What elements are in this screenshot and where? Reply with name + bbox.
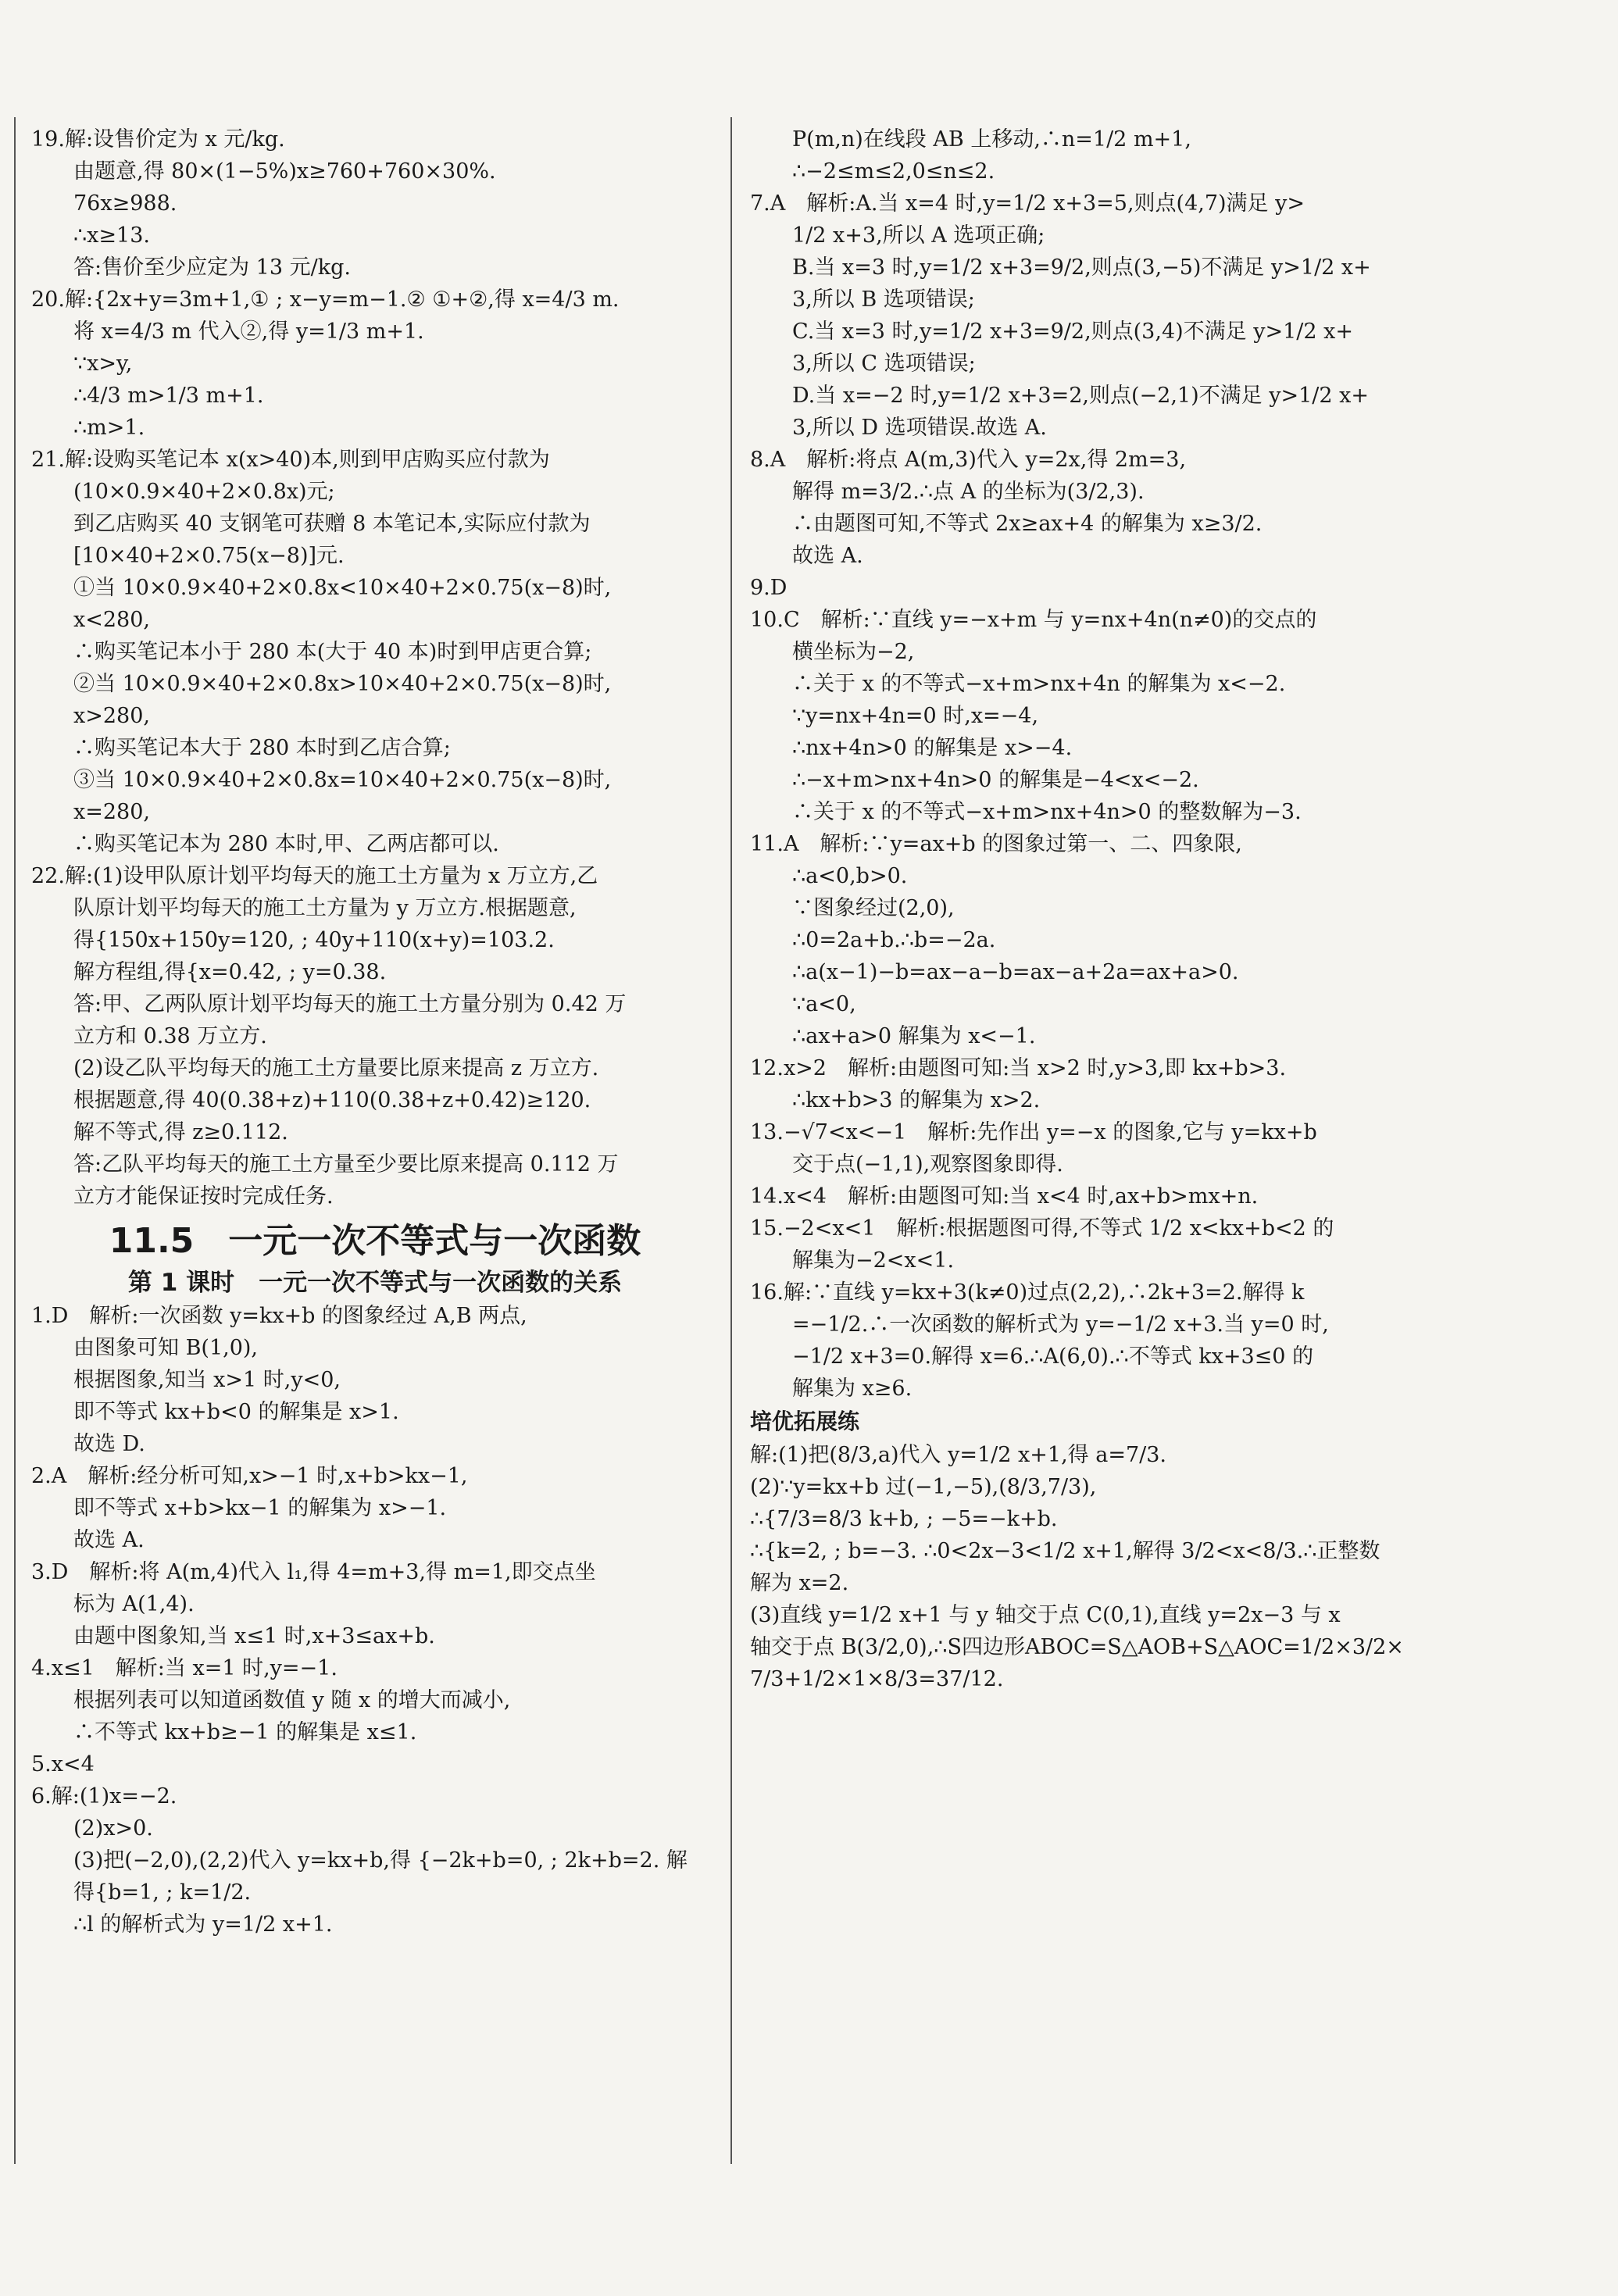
section-title: 11.5 一元一次不等式与一次函数 xyxy=(109,1221,641,1261)
text-line: ∴4/3 m>1/3 m+1. xyxy=(73,384,264,408)
text-line: 解得 m=3/2.∴点 A 的坐标为(3/2,3). xyxy=(792,480,1145,504)
text-line: 横坐标为−2, xyxy=(792,640,915,664)
text-line: x=280, xyxy=(73,800,150,824)
text-line: ∴m>1. xyxy=(73,416,145,440)
text-line: 3,所以 D 选项错误.故选 A. xyxy=(792,416,1047,440)
text-line: 1.D 解析:一次函数 y=kx+b 的图象经过 A,B 两点, xyxy=(31,1304,527,1328)
text-line: 76x≥988. xyxy=(73,191,177,216)
text-line: x<280, xyxy=(73,608,150,632)
text-line: ∴0=2a+b.∴b=−2a. xyxy=(792,928,996,952)
text-line: 答:甲、乙两队原计划平均每天的施工土方量分别为 0.42 万 xyxy=(73,992,627,1016)
text-line: 根据列表可以知道函数值 y 随 x 的增大而减小, xyxy=(73,1688,511,1712)
text-line: P(m,n)在线段 AB 上移动,∴n=1/2 m+1, xyxy=(792,127,1191,152)
text-line: 解集为−2<x<1. xyxy=(792,1248,955,1273)
text-line: 故选 D. xyxy=(73,1432,145,1456)
text-line: 3,所以 C 选项错误; xyxy=(792,352,976,376)
text-line: 立方和 0.38 万立方. xyxy=(73,1024,267,1048)
text-line: 20.解:{2x+y=3m+1,① ; x−y=m−1.② ①+②,得 x=4/3 m. xyxy=(31,287,620,312)
text-line: 3.D 解析:将 A(m,4)代入 l₁,得 4=m+3,得 m=1,即交点坐 xyxy=(31,1560,596,1584)
text-line: ∴购买笔记本大于 280 本时到乙店合算; xyxy=(73,736,451,760)
text-line: ∴kx+b>3 的解集为 x>2. xyxy=(792,1088,1041,1112)
text-line: ①当 10×0.9×40+2×0.8x<10×40+2×0.75(x−8)时, xyxy=(73,576,612,600)
text-line: ∴−x+m>nx+4n>0 的解集是−4<x<−2. xyxy=(792,768,1199,792)
text-line: ∴ax+a>0 解集为 x<−1. xyxy=(792,1024,1036,1048)
text-line: −1/2 x+3=0.解得 x=6.∴A(6,0).∴不等式 kx+3≤0 的 xyxy=(792,1344,1314,1369)
text-line: 由图象可知 B(1,0), xyxy=(73,1336,259,1360)
text-line: 轴交于点 B(3/2,0),∴S四边形ABOC=S△AOB+S△AOC=1/2×3/2× xyxy=(750,1635,1404,1659)
text-line: (2)∵y=kx+b 过(−1,−5),(8/3,7/3), xyxy=(750,1475,1097,1499)
text-line: [10×40+2×0.75(x−8)]元. xyxy=(73,544,345,568)
text-line: 12.x>2 解析:由题图可知:当 x>2 时,y>3,即 kx+b>3. xyxy=(750,1056,1287,1080)
text-line: 得{b=1, ; k=1/2. xyxy=(73,1880,252,1905)
column-divider xyxy=(730,117,732,2164)
text-line: 到乙店购买 40 支钢笔可获赠 8 本笔记本,实际应付款为 xyxy=(73,512,591,536)
text-line: ∵图象经过(2,0), xyxy=(792,896,955,920)
text-line: (2)x>0. xyxy=(73,1816,153,1841)
text-line: 5.x<4 xyxy=(31,1752,95,1776)
text-line: 2.A 解析:经分析可知,x>−1 时,x+b>kx−1, xyxy=(31,1464,468,1488)
text-line: 22.解:(1)设甲队原计划平均每天的施工土方量为 x 万立方,乙 xyxy=(31,864,598,888)
right-column xyxy=(750,123,1531,1695)
text-line: ∴不等式 kx+b≥−1 的解集是 x≤1. xyxy=(73,1720,417,1744)
extension-solutions xyxy=(750,1439,1531,1695)
text-line: 1/2 x+3,所以 A 选项正确; xyxy=(792,223,1045,248)
text-line: 15.−2<x<1 解析:根据题图可得,不等式 1/2 x<kx+b<2 的 xyxy=(750,1216,1334,1241)
text-line: ∴l 的解析式为 y=1/2 x+1. xyxy=(73,1912,333,1937)
text-line: 4.x≤1 解析:当 x=1 时,y=−1. xyxy=(31,1656,338,1680)
text-line: 由题意,得 80×(1−5%)x≥760+760×30%. xyxy=(73,159,496,184)
text-line: ∵a<0, xyxy=(792,992,856,1016)
text-line: ∴购买笔记本为 280 本时,甲、乙两店都可以. xyxy=(73,832,499,856)
text-line: (3)把(−2,0),(2,2)代入 y=kx+b,得 {−2k+b=0, ; 2k+b=2. 解 xyxy=(73,1848,688,1873)
text-line: D.当 x=−2 时,y=1/2 x+3=2,则点(−2,1)不满足 y>1/2 x+ xyxy=(792,384,1369,408)
text-line: 故选 A. xyxy=(73,1528,145,1552)
text-line: 13.−√7<x<−1 解析:先作出 y=−x 的图象,它与 y=kx+b xyxy=(750,1120,1317,1144)
text-line: ∴a(x−1)−b=ax−a−b=ax−a+2a=ax+a>0. xyxy=(792,960,1239,984)
text-line: 将 x=4/3 m 代入②,得 y=1/3 m+1. xyxy=(73,320,424,344)
left-margin-rule xyxy=(14,117,16,2164)
text-line: (3)直线 y=1/2 x+1 与 y 轴交于点 C(0,1),直线 y=2x−3 与 x xyxy=(750,1603,1341,1627)
text-line: 队原计划平均每天的施工土方量为 y 万立方.根据题意, xyxy=(73,896,577,920)
text-line: 16.解:∵直线 y=kx+3(k≠0)过点(2,2),∴2k+3=2.解得 k xyxy=(750,1280,1305,1305)
text-line: 7/3+1/2×1×8/3=37/12. xyxy=(750,1667,1004,1691)
text-line: 即不等式 kx+b<0 的解集是 x>1. xyxy=(73,1400,399,1424)
text-line: ∵y=nx+4n=0 时,x=−4, xyxy=(792,704,1039,728)
text-line: 由题中图象知,当 x≤1 时,x+3≤ax+b. xyxy=(73,1624,435,1648)
text-line: 解:(1)把(8/3,a)代入 y=1/2 x+1,得 a=7/3. xyxy=(750,1443,1166,1467)
text-line: ∴购买笔记本小于 280 本(大于 40 本)时到甲店更合算; xyxy=(73,640,592,664)
text-line: 得{150x+150y=120, ; 40y+110(x+y)=103.2. xyxy=(73,928,555,952)
text-line: 即不等式 x+b>kx−1 的解集为 x>−1. xyxy=(73,1496,447,1520)
lesson-solutions xyxy=(31,1300,719,1941)
text-line: 21.解:设购买笔记本 x(x>40)本,则到甲店购买应付款为 xyxy=(31,448,550,472)
text-line: 解为 x=2. xyxy=(750,1571,849,1595)
text-line: =−1/2.∴一次函数的解析式为 y=−1/2 x+3.当 y=0 时, xyxy=(792,1312,1329,1337)
text-line: 19.解:设售价定为 x 元/kg. xyxy=(31,127,285,152)
text-line: 答:售价至少应定为 13 元/kg. xyxy=(73,255,351,280)
text-line: 14.x<4 解析:由题图可知:当 x<4 时,ax+b>mx+n. xyxy=(750,1184,1259,1209)
text-line: C.当 x=3 时,y=1/2 x+3=9/2,则点(3,4)不满足 y>1/2 x+ xyxy=(792,320,1354,344)
right-solutions xyxy=(750,123,1531,1405)
text-line: 8.A 解析:将点 A(m,3)代入 y=2x,得 2m=3, xyxy=(750,448,1187,472)
text-line: ∴nx+4n>0 的解集是 x>−4. xyxy=(792,736,1073,760)
text-line: (10×0.9×40+2×0.8x)元; xyxy=(73,480,335,504)
text-line: 10.C 解析:∵直线 y=−x+m 与 y=nx+4n(n≠0)的交点的 xyxy=(750,608,1317,632)
left-column xyxy=(31,123,719,1941)
text-line: 6.解:(1)x=−2. xyxy=(31,1784,177,1809)
left-solutions xyxy=(31,123,719,1212)
text-line: ∴{k=2, ; b=−3. ∴0<2x−3<1/2 x+1,解得 3/2<x<8/3.∴正整数 xyxy=(750,1539,1380,1563)
text-line: 11.A 解析:∵y=ax+b 的图象过第一、二、四象限, xyxy=(750,832,1242,856)
text-line: 3,所以 B 选项错误; xyxy=(792,287,975,312)
text-line: 故选 A. xyxy=(792,544,863,568)
text-line: ②当 10×0.9×40+2×0.8x>10×40+2×0.75(x−8)时, xyxy=(73,672,612,696)
text-line: 7.A 解析:A.当 x=4 时,y=1/2 x+3=5,则点(4,7)满足 y> xyxy=(750,191,1305,216)
text-line: B.当 x=3 时,y=1/2 x+3=9/2,则点(3,−5)不满足 y>1/2 x+ xyxy=(792,255,1371,280)
text-line: 立方才能保证按时完成任务. xyxy=(73,1184,334,1209)
text-line: 根据图象,知当 x>1 时,y<0, xyxy=(73,1368,341,1392)
text-line: 解不等式,得 z≥0.112. xyxy=(73,1120,288,1144)
text-line: ∵x>y, xyxy=(73,352,133,376)
text-line: ∴关于 x 的不等式−x+m>nx+4n>0 的整数解为−3. xyxy=(792,800,1302,824)
text-line: 解集为 x≥6. xyxy=(792,1377,913,1401)
text-line: 交于点(−1,1),观察图象即得. xyxy=(792,1152,1063,1177)
text-line: ∴{7/3=8/3 k+b, ; −5=−k+b. xyxy=(750,1507,1058,1531)
text-line: 标为 A(1,4). xyxy=(73,1592,195,1616)
text-line: ∴由题图可知,不等式 2x≥ax+4 的解集为 x≥3/2. xyxy=(792,512,1263,536)
text-line: 答:乙队平均每天的施工土方量至少要比原来提高 0.112 万 xyxy=(73,1152,619,1177)
text-line: ∴a<0,b>0. xyxy=(792,864,908,888)
text-line: ∴−2≤m≤2,0≤n≤2. xyxy=(792,159,995,184)
text-line: 解方程组,得{x=0.42, ; y=0.38. xyxy=(73,960,387,984)
text-line: 根据题意,得 40(0.38+z)+110(0.38+z+0.42)≥120. xyxy=(73,1088,591,1112)
text-line: ∴x≥13. xyxy=(73,223,150,248)
text-line: (2)设乙队平均每天的施工土方量要比原来提高 z 万立方. xyxy=(73,1056,599,1080)
text-line: ∴关于 x 的不等式−x+m>nx+4n 的解集为 x<−2. xyxy=(792,672,1286,696)
text-line: 9.D xyxy=(750,576,788,600)
lesson-title: 第 1 课时 一元一次不等式与一次函数的关系 xyxy=(127,1269,623,1297)
text-line: ③当 10×0.9×40+2×0.8x=10×40+2×0.75(x−8)时, xyxy=(73,768,612,792)
extension-heading: 培优拓展练 xyxy=(750,1409,860,1434)
text-line: x>280, xyxy=(73,704,150,728)
